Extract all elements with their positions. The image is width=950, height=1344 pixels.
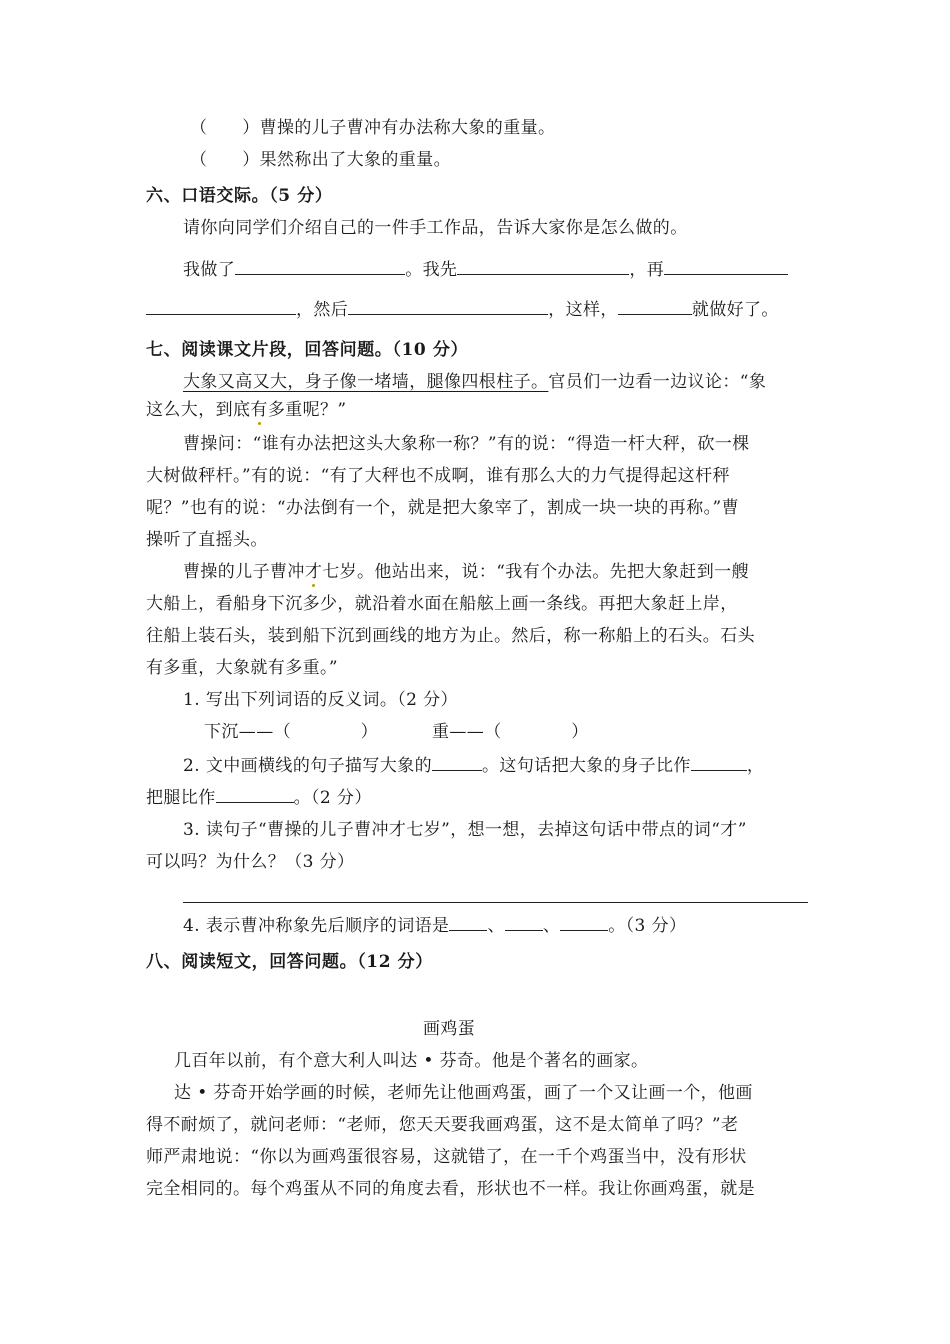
passage-line: 有多重，大象就有多重。” [146,658,338,678]
text: ， [746,756,765,776]
ordering-item-1: （ ）曹操的儿子曹冲有办法称大象的重量。 [190,118,556,138]
text: ，再 [629,260,665,280]
section-8-heading: 八、阅读短文，回答问题。（12 分） [146,952,433,972]
answer-blank[interactable] [216,786,294,803]
text: ，这样， [548,300,618,320]
answer-line[interactable] [183,902,808,903]
text: 2. 文中画横线的句子描写大象的 [183,756,433,776]
answer-blank[interactable] [235,258,405,275]
article-title: 画鸡蛋 [423,1019,476,1039]
passage-line: 曹操问：“谁有办法把这头大象称一称？”有的说：“得造一杆大秤，砍一棵 [183,434,750,454]
passage-line [183,560,749,584]
question-3-line-2: 可以吗？为什么？（3 分） [146,852,355,872]
text: 七岁。他站出来，说：“我有个办法。先把大象赶到一艘 [322,562,749,582]
passage-line: 操听了直摇头。 [146,530,268,550]
question-2-line-2 [146,786,372,810]
dotted-char: 才 [304,562,323,582]
question-2 [183,754,764,778]
text: 就做好了。 [691,300,779,320]
question-1: 1. 写出下列词语的反义词。（2 分） [183,690,458,710]
answer-blank[interactable] [432,754,482,771]
question-3: 3. 读句子“曹操的儿子曹冲才七岁”，想一想，去掉这句话中带点的词“才” [183,820,747,840]
answer-blank[interactable] [505,914,543,931]
article-line: 完全相同的。每个鸡蛋从不同的角度去看，形状也不一样。我让你画鸡蛋，就是 [146,1179,755,1199]
dotted-char: 有 [250,400,268,420]
text: 。（2 分） [293,788,372,808]
section-6-heading: 六、口语交际。（5 分） [146,186,333,206]
text: 。我先 [405,260,458,280]
answer-blank[interactable] [457,258,629,275]
text: 。（3 分） [608,916,687,936]
underlined-sentence: 大象又高又大，身子像一堵墙，腿像四根柱子。 [183,372,549,392]
question-1-pair-1: 下沉——（ ） [204,722,378,742]
passage-line: 往船上装石头，装到船下沉到画线的地方为止。然后，称一称船上的石头。石头 [146,626,755,646]
text: 我做了 [183,260,236,280]
text: 多重呢？” [267,400,347,420]
passage-line: 呢？”也有的说：“办法倒有一个，就是把大象宰了，割成一块一块的再称。”曹 [146,498,739,518]
passage-line: 大树做秤杆。”有的说：“有了大秤也不成啊，谁有那么大的力气提得起这杆秤 [146,466,730,486]
answer-blank[interactable] [146,298,296,315]
text: 4. 表示曹冲称象先后顺序的词语是 [183,916,450,936]
answer-blank[interactable] [348,298,548,315]
section-7-heading: 七、阅读课文片段，回答问题。（10 分） [146,340,469,360]
question-4 [183,914,686,938]
section-6-prompt: 请你向同学们介绍自己的一件手工作品，告诉大家你是怎么做的。 [183,218,688,238]
article-line: 达 • 芬奇开始学画的时候，老师先让他画鸡蛋，画了一个又让画一个，他画 [174,1083,753,1103]
text: 曹操的儿子曹冲 [183,562,305,582]
ordering-item-2: （ ）果然称出了大象的重量。 [190,150,451,170]
text: 这么大，到底 [146,400,251,420]
text: 官员们一边看一边议论：“象 [548,372,767,392]
text: ，然后 [296,300,349,320]
text: 把腿比作 [146,788,216,808]
article-line: 师严肃地说：“你以为画鸡蛋很容易，这就错了，在一千个鸡蛋当中，没有形状 [146,1147,747,1167]
question-1-pair-2: 重——（ ） [432,722,589,742]
text: 。这句话把大象的身子比作 [482,756,691,776]
text: 、 [542,916,561,936]
answer-blank[interactable] [618,298,692,315]
answer-blank[interactable] [449,914,487,931]
text: 、 [487,916,505,936]
passage-line [183,370,766,394]
section-6-fill-line-2 [146,298,779,322]
article-line: 几百年以前，有个意大利人叫达 • 芬奇。他是个著名的画家。 [174,1051,649,1071]
section-6-fill-line-1 [183,258,788,282]
passage-line [146,398,347,422]
answer-blank[interactable] [664,258,788,275]
answer-blank[interactable] [560,914,608,931]
article-line: 得不耐烦了，就问老师：“老师，您天天要我画鸡蛋，这不是太简单了吗？”老 [146,1115,739,1135]
answer-blank[interactable] [691,754,747,771]
passage-line: 大船上，看船身下沉多少，就沿着水面在船舷上画一条线。再把大象赶上岸， [146,594,738,614]
